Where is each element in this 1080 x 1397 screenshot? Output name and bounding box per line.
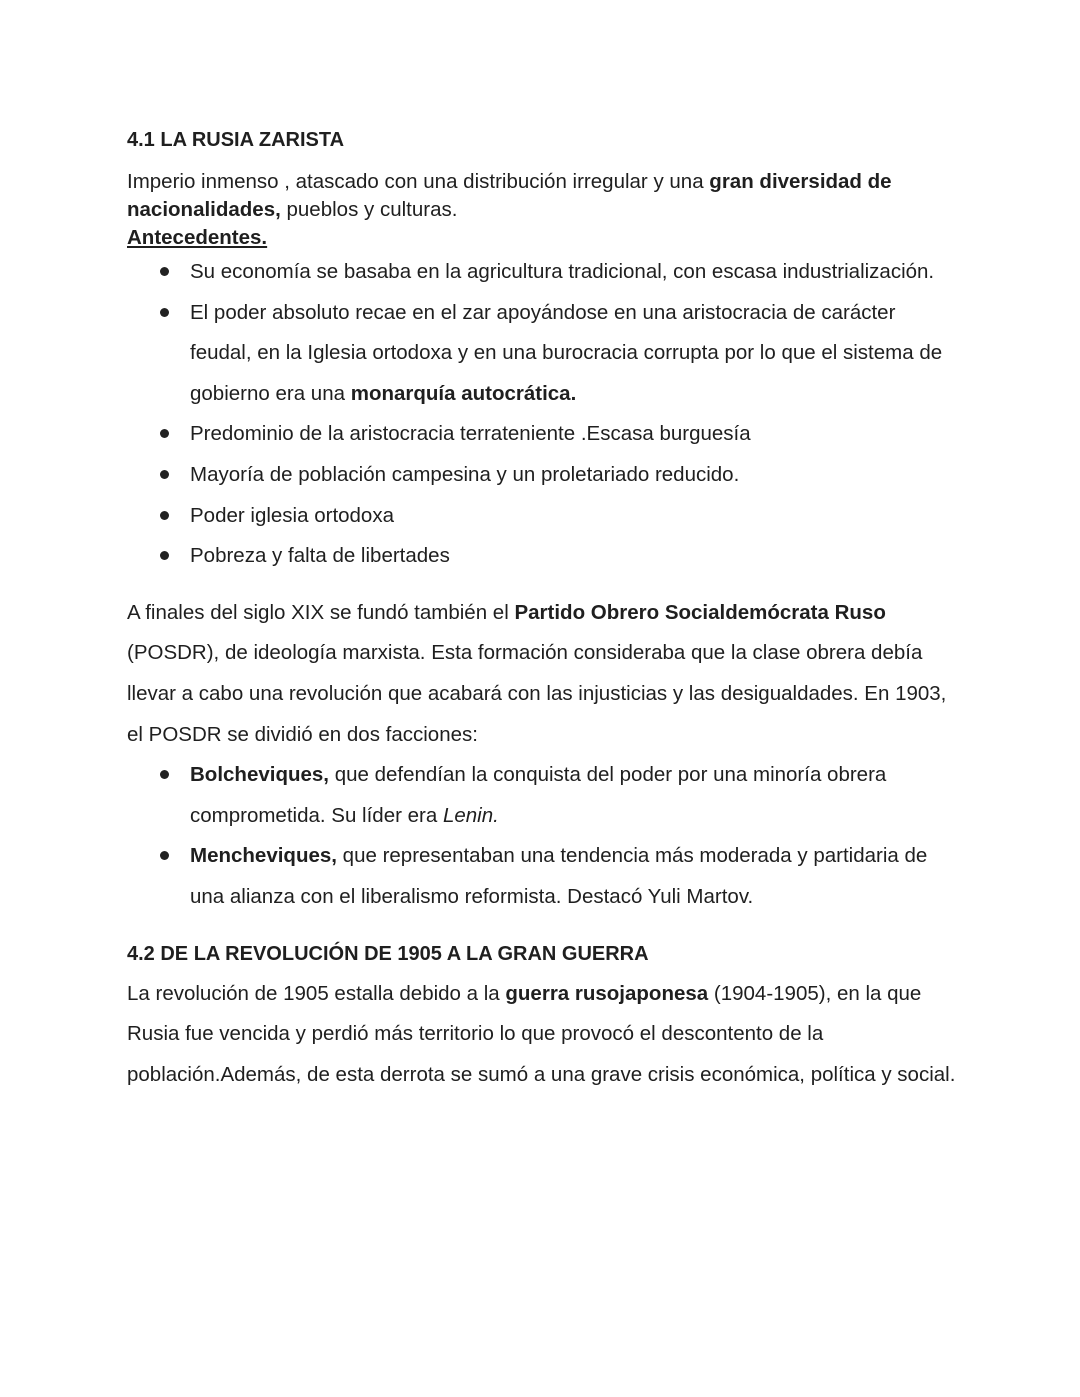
- para-text-2: (POSDR), de ideología marxista. Esta formación consideraba que la clase obrera debía llevar a cabo una revolución que acabará con las injusticias y las desigualdades. En 1903, el POSDR se dividió en dos facciones:: [127, 641, 947, 746]
- list-item-text: El poder absoluto recae en el zar apoyándose en una aristocracia de carácter feudal, en la Iglesia ortodoxa y en una burocracia corrupta por lo que el sistema de gobierno era una: [190, 300, 943, 405]
- factions-list: [127, 755, 960, 917]
- section-2-title: 4.2 DE LA REVOLUCIÓN DE 1905 A LA GRAN GUERRA: [127, 942, 649, 965]
- bullet-icon: [160, 511, 169, 520]
- posdr-paragraph: [127, 593, 960, 755]
- intro-text-1: Imperio inmenso , atascado con una distribución irregular y una: [127, 170, 710, 193]
- list-item-text: Predominio de la aristocracia terrateniente .Escasa burguesía: [190, 422, 751, 446]
- intro-text-2: pueblos y culturas.: [280, 198, 458, 221]
- para-text-1: La revolución de 1905 estalla debido a la: [127, 981, 506, 1005]
- faction-name: Mencheviques,: [190, 844, 337, 868]
- bullet-icon: [160, 551, 169, 560]
- list-item-text: Mayoría de población campesina y un proletariado reducido.: [190, 462, 740, 486]
- list-item: [127, 455, 960, 496]
- list-item-text: Su economía se basaba en la agricultura tradicional, con escasa industrialización.: [190, 260, 935, 283]
- intro-bold-text: gran diversidad de nacionalidades,: [127, 170, 892, 221]
- bullet-icon: [160, 267, 169, 276]
- faction-text: que defendían la conquista del poder por una minoría obrera comprometida. Su líder era: [190, 763, 887, 827]
- antecedentes-heading: Antecedentes.: [127, 226, 268, 249]
- antecedentes-list: [127, 252, 960, 577]
- list-item: [127, 414, 960, 455]
- list-item: [127, 536, 960, 577]
- section-1-title: 4.1 LA RUSIA ZARISTA: [127, 129, 345, 151]
- list-item: [127, 755, 960, 836]
- list-item-text: Poder iglesia ortodoxa: [190, 503, 394, 527]
- bullet-icon: [160, 470, 169, 479]
- bullet-icon: [160, 851, 169, 860]
- para-bold-text: guerra rusojaponesa: [505, 981, 709, 1005]
- para-text-1: A finales del siglo XIX se fundó también el: [127, 600, 515, 624]
- list-item-bold-text: monarquía autocrática.: [350, 381, 577, 405]
- bullet-icon: [160, 770, 169, 779]
- list-item: [127, 836, 960, 917]
- faction-leader: Lenin.: [442, 803, 499, 827]
- revolution-1905-paragraph: [127, 974, 960, 1096]
- list-item: [127, 252, 960, 293]
- faction-name: Bolcheviques,: [190, 763, 329, 787]
- bullet-icon: [160, 308, 169, 317]
- section-1-intro: [127, 168, 960, 224]
- para-text-2: (1904-1905), en la que Rusia fue vencida y perdió más territorio lo que provocó el descontento de la población.Además, de esta derrota se sumó a una grave crisis económica, política y social.: [127, 981, 956, 1086]
- list-item-text: Pobreza y falta de libertades: [190, 544, 450, 568]
- faction-text: que representaban una tendencia más moderada y partidaria de una alianza con el liberalismo reformista. Destacó Yuli Martov.: [190, 844, 928, 908]
- bullet-icon: [160, 429, 169, 438]
- list-item: [127, 293, 960, 415]
- para-bold-text: Partido Obrero Socialdemócrata Ruso: [514, 600, 886, 624]
- list-item: [127, 496, 960, 537]
